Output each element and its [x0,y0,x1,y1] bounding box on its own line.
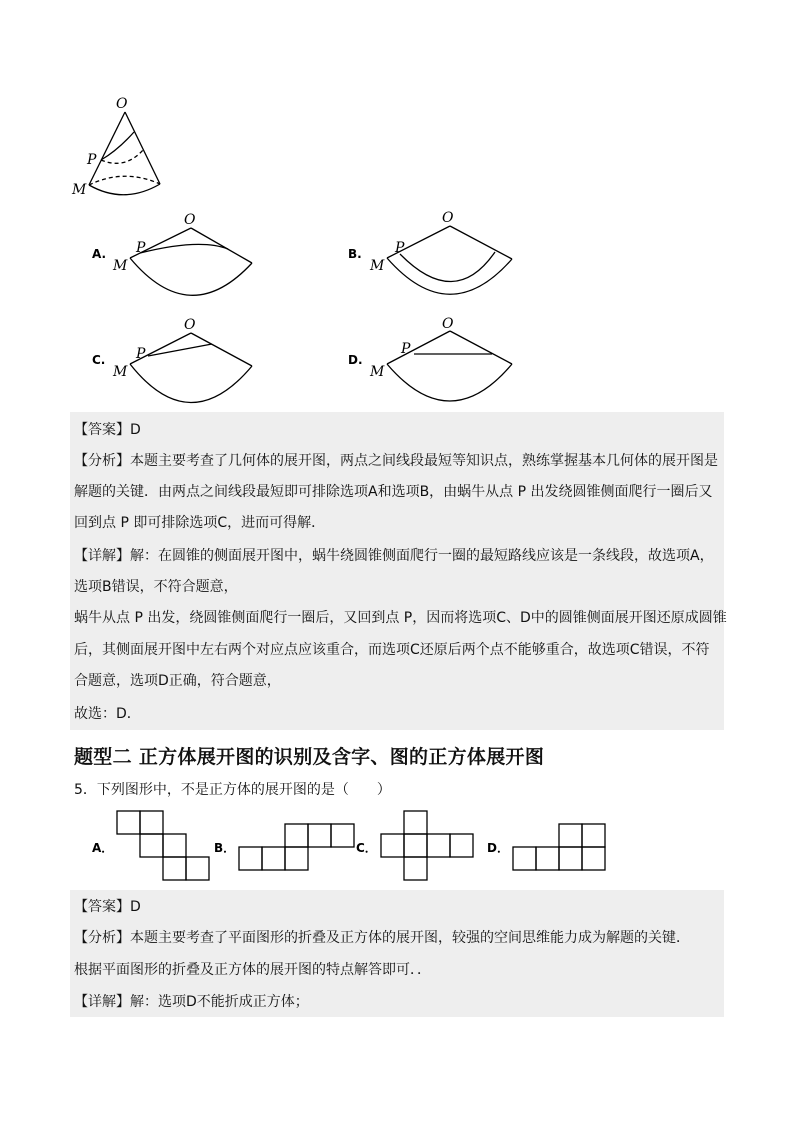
option-b-P: P [395,240,405,256]
option-a-O: O [184,212,196,228]
option-a-letter: A. [92,247,107,261]
answer-1-analysis-line-1: 【分析】本题主要考查了几何体的展开图，两点之间线段最短等知识点，熟练掌握基本几何体的展开图是 [74,453,718,469]
option-c-O: O [184,317,196,333]
option-c-P: P [136,346,146,362]
cube-net-c [381,811,473,880]
answer-1-detail-line-2: 选项B错误，不符合题意， [74,579,238,595]
cone-label-P: P [87,152,97,168]
cone-label-O: O [116,96,128,112]
option-d-letter: D. [348,353,363,367]
cube-net-d [513,824,605,870]
answer-1-detail-line-5: 合题意，选项D正确，符合题意， [74,673,281,689]
answer-1-answer: 【答案】D [74,422,141,438]
answer-5-analysis-line-1: 【分析】本题主要考查了平面图形的折叠及正方体的展开图，较强的空间思维能力成为解题的关键． [74,930,690,946]
option-d-M: M [370,364,385,380]
answer-1-analysis-line-2: 解题的关键．由两点之间线段最短即可排除选项A和选项B，由蜗牛从点 P 出发绕圆锥侧面爬行一圈后又 [74,484,713,500]
answer-1-detail-line-4: 后，其侧面展开图中左右两个对应点应该重合，而选项C还原后两个点不能够重合，故选项C错误，不符 [74,642,710,658]
answer-1-analysis-line-3: 回到点 P 即可排除选项C，进而可得解． [74,515,326,531]
answer-1-detail-line-3: 蜗牛从点 P 出发，绕圆锥侧面爬行一圈后，又回到点 P，因而将选项C、D中的圆锥侧面展开图还原成圆锥 [74,610,727,626]
option-b-letter: B. [348,247,362,261]
answer-1-detail-line-1: 【详解】解：在圆锥的侧面展开图中，蜗牛绕圆锥侧面爬行一圈的最短路线应该是一条线段，故选项A， [74,548,714,564]
question-5-text: 5．下列图形中，不是正方体的展开图的是（ ） [74,782,391,798]
option-a-M: M [113,258,128,274]
option-d-P: P [401,341,411,357]
cone-label-M: M [72,182,87,198]
answer-5-analysis-line-2: 根据平面图形的折叠及正方体的展开图的特点解答即可．． [74,962,431,978]
option-c-letter: C. [92,353,106,367]
cube-option-c-letter: C． [356,841,377,855]
cube-option-a-letter: A． [92,841,114,855]
answer-5-detail-line-1: 【详解】解：选项D不能折成正方体； [74,994,309,1010]
option-b-M: M [370,258,385,274]
option-b-O: O [442,210,454,226]
option-d-O: O [442,316,454,332]
cube-net-b [239,824,354,870]
section-heading: 题型二 正方体展开图的识别及含字、图的正方体展开图 [74,746,545,768]
answer-5-answer: 【答案】D [74,899,141,915]
option-a-P: P [136,240,146,256]
cube-option-d-letter: D． [487,841,509,855]
cube-option-b-letter: B． [214,841,236,855]
answer-1-conclusion: 故选：D． [74,706,141,722]
cube-net-a [117,811,209,880]
option-c-M: M [113,364,128,380]
